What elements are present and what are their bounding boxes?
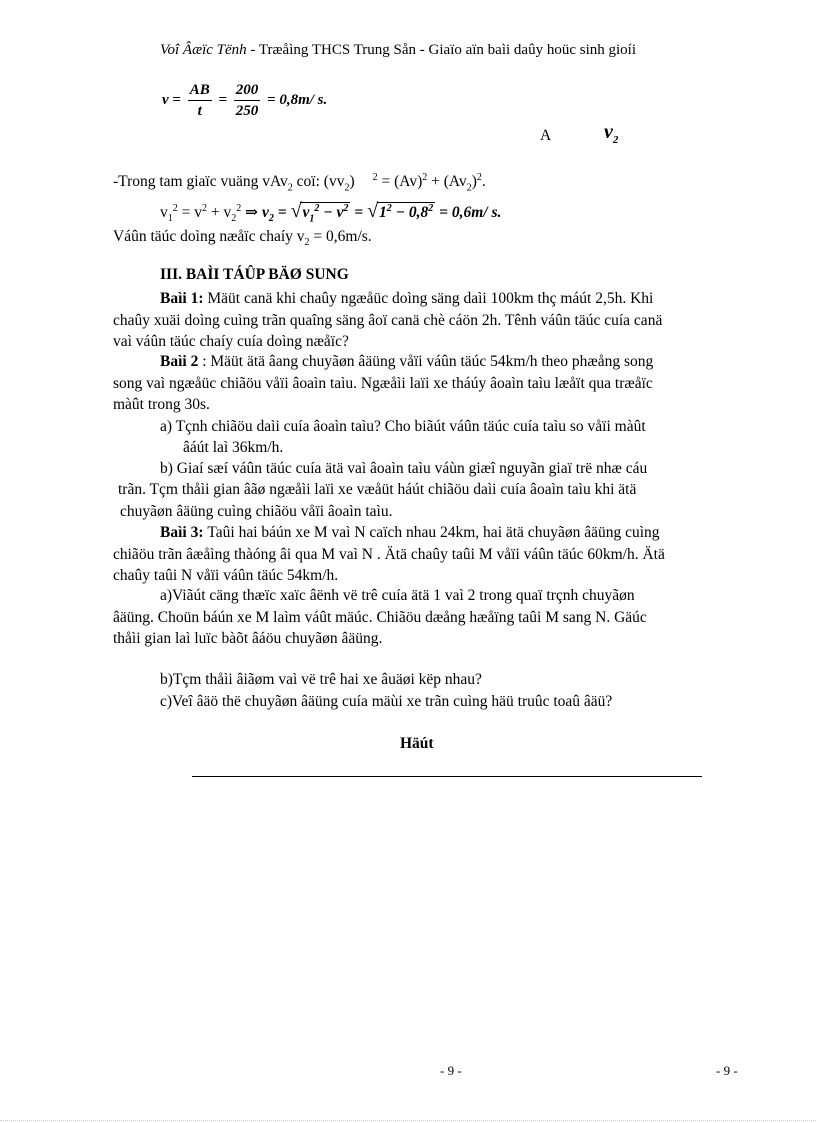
b3-a-line3: thåìi gian laì luïc bàõt âáöu chuyãøn âäüng. <box>113 630 383 647</box>
b1-line1 <box>160 290 653 308</box>
b3-line1 <box>160 524 660 542</box>
b3-c-line: c)Veî âäö thë chuyãøn âäüng cuía mäùi xe trãn cuìng häü truûc toaû âäü? <box>160 693 613 710</box>
eq2-e: = <box>273 204 291 221</box>
b1-l1: Mäüt canä khi chaûy ngæåüc doìng säng daìi 100km thç máút 2,5h. Khi <box>207 290 654 307</box>
eq2-b: = v <box>177 204 202 221</box>
tri-p1: 2 <box>372 172 378 183</box>
radical-icon: √ <box>366 200 378 222</box>
eq1-frac2-num: 200 <box>234 80 261 101</box>
tri-t7: . <box>481 173 486 191</box>
b3-line3: chaûy taûi N våïi váûn täúc 54km/h. <box>113 567 339 584</box>
equation-pythagoras <box>160 200 501 224</box>
b2-a-line1: a) Tçnh chiãöu daìi cuía âoaìn taìu? Cho biãút váûn täúc cuía taìu so våïi màût <box>160 418 646 435</box>
b3-a-line1: a)Viãút cäng thæïc xaïc âënh vë trê cuía ätä 1 vaì 2 trong quaï trçnh chuyãøn <box>160 587 635 604</box>
eq2-r1-sup: 2 <box>314 202 320 214</box>
b3-b-line: b)Tçm thåìi âiãøm vaì vë trê hai xe âuäøi këp nhau? <box>160 671 482 688</box>
eq1-fraction-200-250 <box>234 80 261 121</box>
eq2-r2: 1 <box>378 204 387 221</box>
b2-b-line2: trãn. Tçm thåìi gian âãø ngæåìi laïi xe væåüt háút chiãöu daìi cuía âoaìn taìu khi ätä <box>118 481 637 498</box>
tri-p3: 2 <box>476 172 482 183</box>
tri-s3: 2 <box>466 182 472 194</box>
eq1-frac1-den: t <box>197 103 202 119</box>
b3-label: Baìi 3: <box>160 524 208 541</box>
header-author: Voî Âæïc Tënh <box>160 42 247 58</box>
figure-point-a: A <box>540 127 552 144</box>
eq2-d: v <box>262 204 269 221</box>
eq2-d-sub: 2 <box>268 213 274 225</box>
eq1-frac1-num: AB <box>188 80 212 101</box>
v2-base: v <box>604 121 613 143</box>
b2-b-line1: b) Giaí sæí váûn täúc cuía ätä vaì âoaìn taìu váùn giæî nguyãn giaï trë nhæ cáu <box>160 460 648 477</box>
horizontal-rule <box>192 776 702 777</box>
eq2-r1-rest-sup: 2 <box>343 202 349 214</box>
b2-label: Baìi 2 <box>160 353 203 370</box>
b2-line1 <box>160 353 653 371</box>
footer-page-number-right: - 9 - <box>716 1063 738 1078</box>
b3-line2: chiãöu trãn âæåìng thàóng âi qua M vaì N . Ätä chaûy taûi M våïi váûn täúc 60km/h. Ätä <box>113 546 665 563</box>
eq2-r1: v <box>302 204 310 221</box>
eq2-r2-rest-sup: 2 <box>428 202 434 214</box>
result-sub: 2 <box>304 237 310 249</box>
eq2-r2-sup: 2 <box>386 202 392 214</box>
eq1-equals: = <box>218 91 228 108</box>
result-line <box>113 228 372 248</box>
page-header <box>160 42 636 59</box>
eq2-bold-part <box>262 200 502 225</box>
tri-t2: coï: (vv <box>292 173 345 191</box>
sqrt-2 <box>377 202 435 222</box>
eq2-r1-sub: 1 <box>309 213 315 225</box>
equation-velocity <box>162 80 327 121</box>
eq2-a-sub: 1 <box>167 213 173 225</box>
eq2-c-sub: 2 <box>231 213 237 225</box>
result-rest: = 0,6m/s. <box>309 228 372 245</box>
eq2-c-sup: 2 <box>236 202 242 214</box>
v2-sub: 2 <box>612 134 619 146</box>
page-bottom-border <box>0 1120 816 1121</box>
eq2-r1-rest: − v <box>319 204 344 221</box>
triangle-statement <box>113 172 486 193</box>
footer-page-number-center: - 9 - <box>440 1063 462 1078</box>
eq2-a: v <box>160 204 168 221</box>
result-text: Váûn täúc doìng næåïc chaíy v <box>113 228 305 245</box>
radical-icon: √ <box>290 200 302 222</box>
tri-t6: ) <box>471 173 477 191</box>
tri-t1: -Trong tam giaïc vuäng vAv <box>113 173 288 191</box>
figure-v2-label <box>604 121 618 146</box>
b2-b-line3: chuyãøn âäüng cuìng chiãöu våïi âoaìn taìu. <box>120 503 393 520</box>
eq2-arrow: ⇒ <box>241 204 262 221</box>
eq1-fraction-ab-t <box>188 80 212 121</box>
b1-label: Baìi 1: <box>160 290 208 307</box>
b1-line2: chaûy xuäi doìng cuìng trãn quaîng säng âoï canä chè cáön 2h. Tênh váûn täúc cuía canä <box>113 312 663 329</box>
b2-line3: màût trong 30s. <box>113 396 210 413</box>
eq2-r2-rest: − 0,8 <box>391 204 429 221</box>
eq2-a-sup: 2 <box>172 202 178 214</box>
eq1-frac2-den: 250 <box>235 103 259 119</box>
tri-t3: ) <box>349 173 355 191</box>
b3-a-line2: âäüng. Choün báún xe M laìm váût mäúc. Chiãöu dæång hæåïng taûi M sang N. Gäúc <box>113 609 647 626</box>
tri-p2: 2 <box>422 172 428 183</box>
header-text: - Træåìng THCS Trung Sån - Giaïo aïn baìi daûy hoüc sinh gioíi <box>246 42 636 58</box>
eq2-g: = 0,6m/ s. <box>435 204 502 221</box>
tri-t5: + (Av <box>427 173 467 191</box>
signature: Häút <box>400 735 434 752</box>
tri-s1: 2 <box>287 182 293 194</box>
eq1-rhs: = 0,8m/ s. <box>267 91 328 108</box>
b1-line3: vaì váûn täúc chaíy cuía doìng næåïc? <box>113 333 349 350</box>
b2-a-line2: âáút laì 36km/h. <box>183 439 284 456</box>
sqrt-1 <box>300 202 350 224</box>
eq2-b-sup: 2 <box>202 202 207 214</box>
b2-l1: : Mäüt ätä âang chuyãøn âäüng våïi váûn täúc 54km/h theo phæång song <box>202 353 654 370</box>
section-title: III. BAÌI TÁÛP BÄØ SUNG <box>160 266 349 283</box>
tri-t4: = (Av) <box>377 173 423 191</box>
eq2-f: = <box>350 204 367 221</box>
eq1-lhs: v = <box>162 91 181 108</box>
tri-s2: 2 <box>344 182 350 194</box>
b3-l1: Taûi hai báún xe M vaì N caïch nhau 24km, hai ätä chuyãøn âäüng cuìng <box>207 524 660 541</box>
eq2-c: + v <box>207 204 232 221</box>
b2-line2: song vaì ngæåüc chiãöu våïi âoaìn taìu. Ngæåìi laïi xe tháúy âoaìn taìu læåït qua træåïc <box>113 375 653 392</box>
